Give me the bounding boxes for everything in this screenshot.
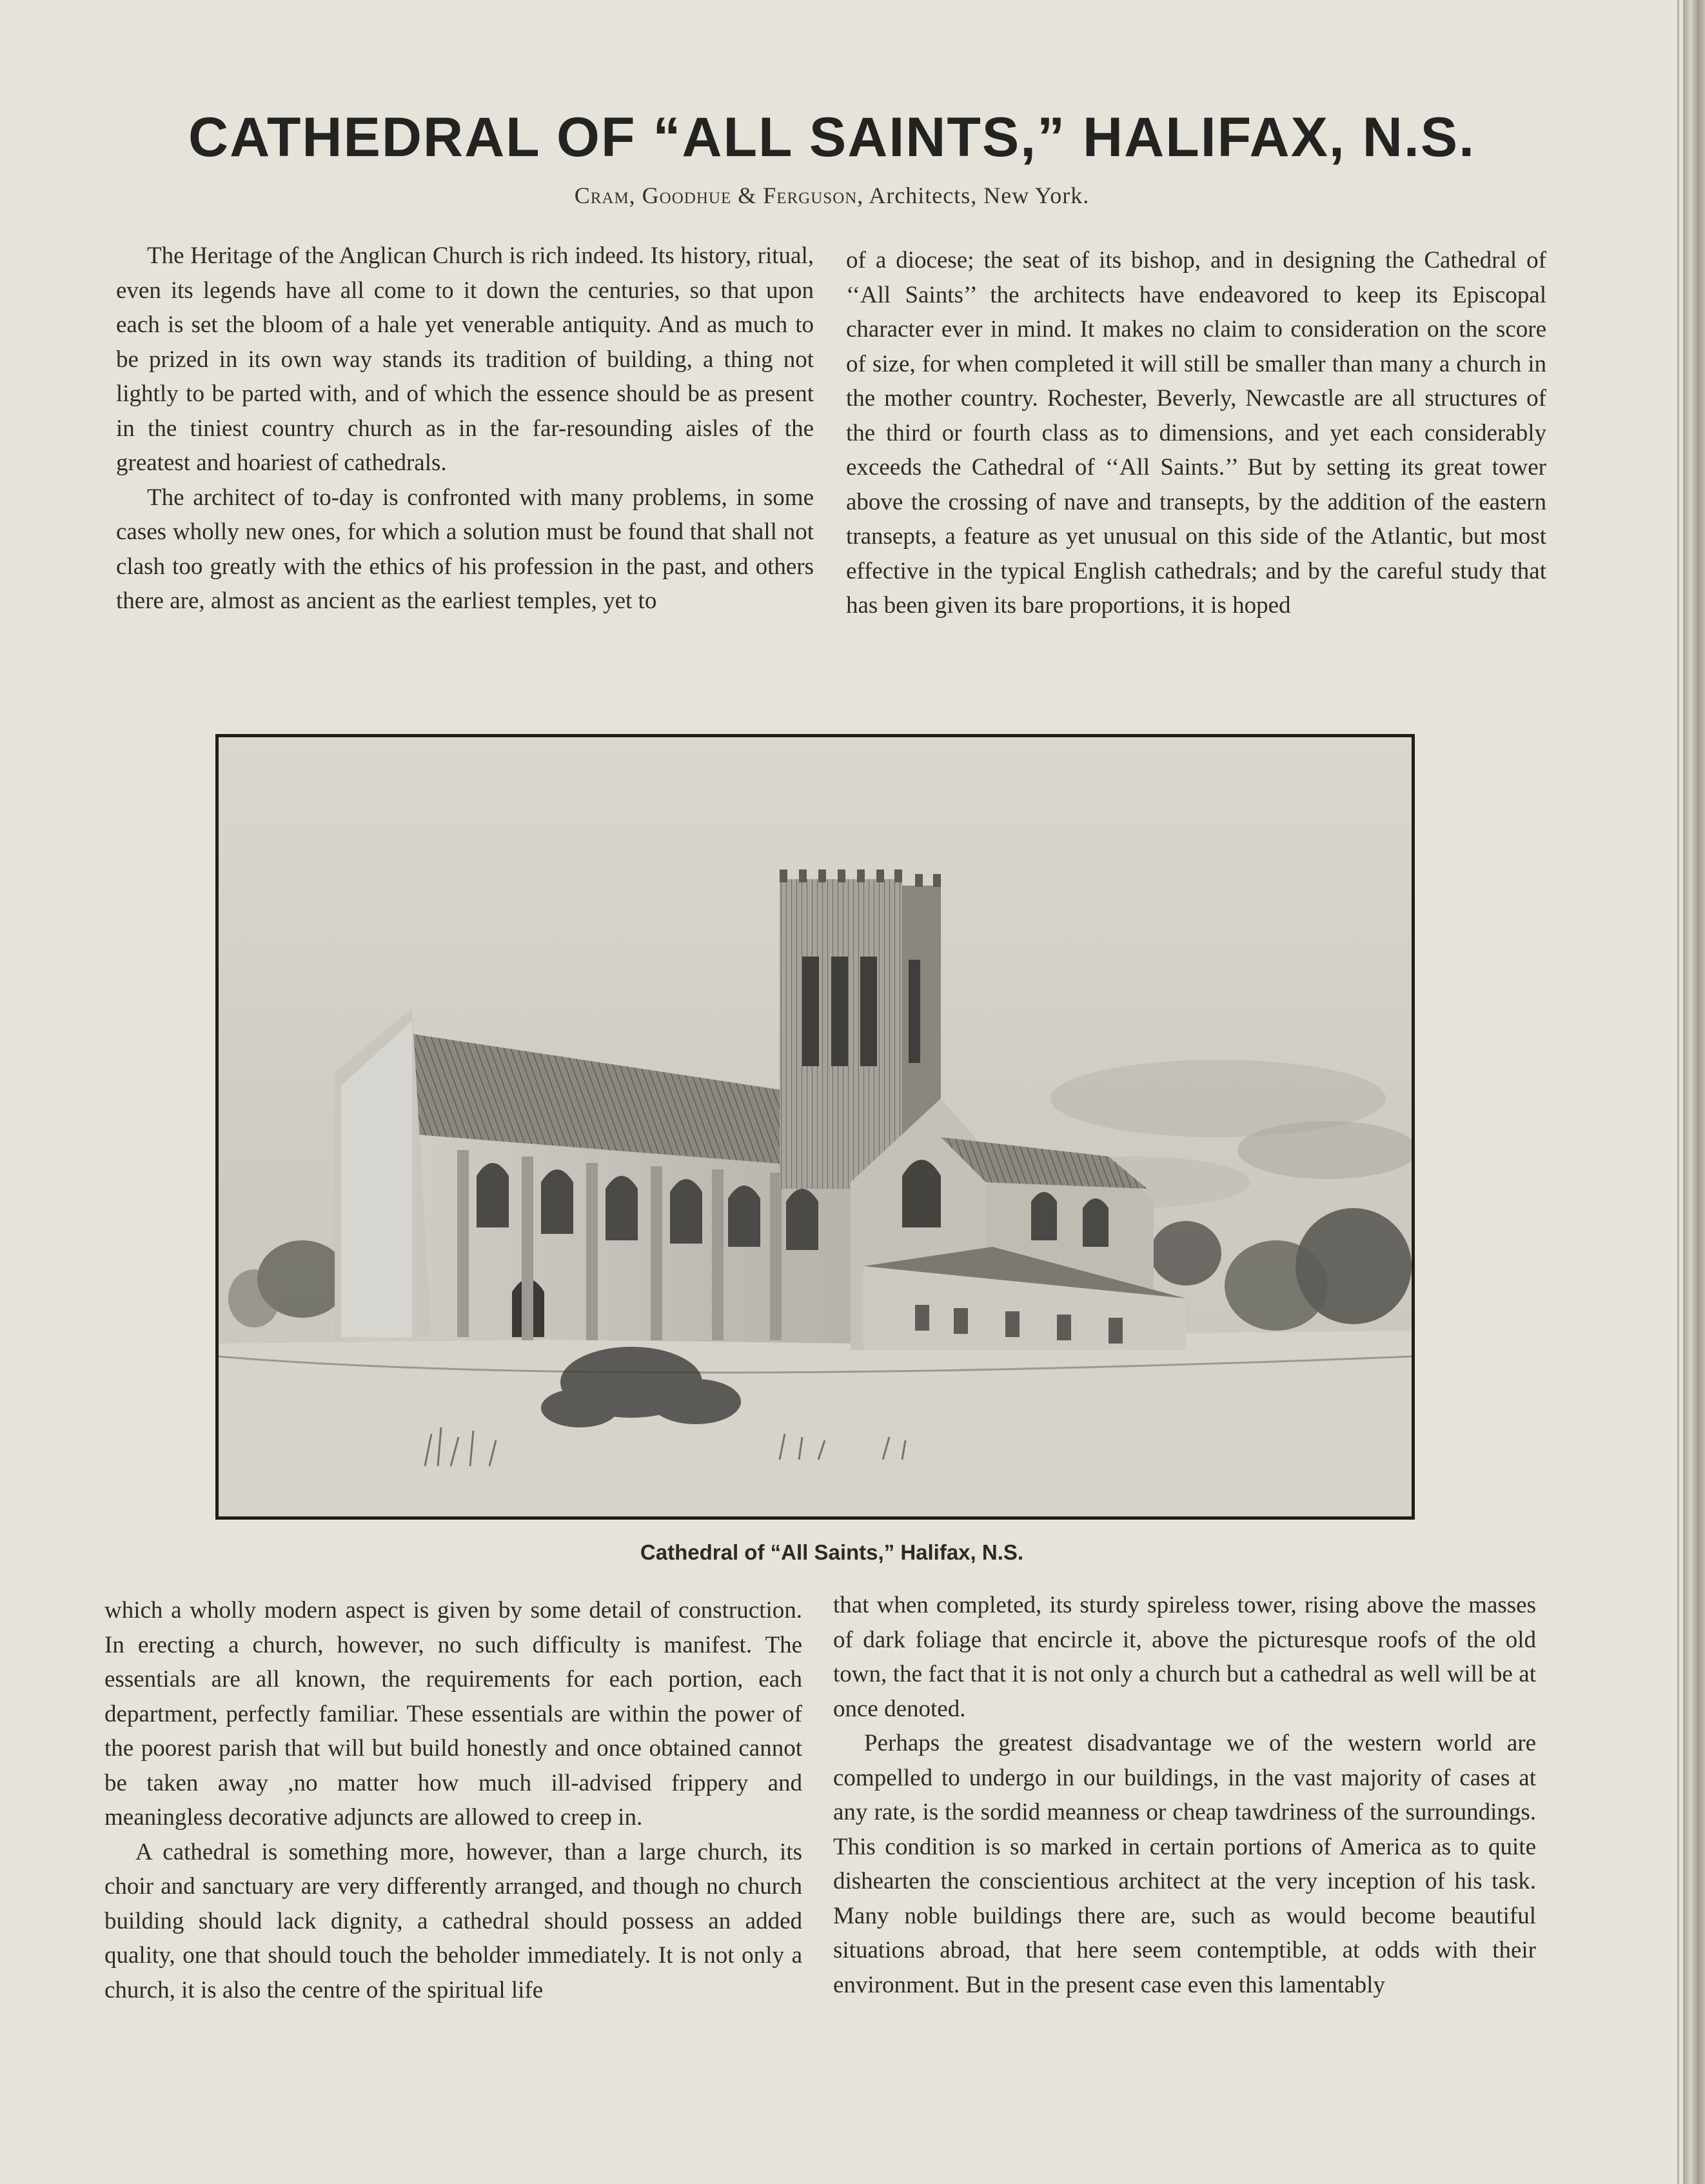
cathedral-illustration xyxy=(215,734,1415,1520)
page-edge xyxy=(1683,0,1705,2184)
article-title: CATHEDRAL OF “ALL SAINTS,” HALIFAX, N.S. xyxy=(188,106,1475,168)
paragraph: Perhaps the greatest disadvantage we of the western world are compelled to undergo in our buildings, in the vast majority of cases at any rate, is the sordid meanness or cheap tawdriness of the surroundings. This condition is so marked in certain portions of America as to quite dishearten the conscientious architect at the very inception of his task. Many noble buildings there are, such as would become beautiful situations abroad, that here seem contemptible, at odds with their environment. But in the present case even this lamentably xyxy=(833,1730,1536,1998)
column-top-left xyxy=(116,239,814,619)
figure-caption: Cathedral of “All Saints,” Halifax, N.S. xyxy=(640,1540,1024,1564)
paragraph: The architect of to-day is confronted with many problems, in some cases wholly new ones, for which a solution must be found that shall not clash too greatly with the ethics of his profession in the past, and others there are, almost as ancient as the earliest temples, yet to xyxy=(116,484,814,614)
cathedral-drawing xyxy=(219,737,1412,1516)
column-bottom-left xyxy=(104,1593,802,2007)
paragraph: A cathedral is something more, however, than a large church, its choir and sanctuary are very differently arranged, and though no church building should lack dignity, a cathedral should possess an added quality, one that should touch the beholder immediately. It is not only a church, it is also the centre of the spiritual life xyxy=(104,1838,802,2003)
paragraph: that when completed, its sturdy spireless tower, rising above the masses of dark foliage that encircle it, above the picturesque roofs of the old town, the fact that it is not only a church but a cathedral as well will be at once denoted. xyxy=(833,1592,1536,1722)
article-byline xyxy=(0,182,1664,209)
column-bottom-right xyxy=(833,1588,1536,2002)
paragraph: which a wholly modern aspect is given by some detail of construction. In erecting a church, however, no such difficulty is manifest. The essentials are all known, the requirements for each portion, each department, perfectly familiar. These essentials are within the power of the poorest parish that will but build honestly and once obtained cannot be taken away ,no matter how much ill-advised frippery and meaningless decorative adjuncts are allowed to creep in. xyxy=(104,1597,802,1831)
byline-firms: Cram, Goodhue & Ferguson, xyxy=(574,183,864,208)
paragraph: of a diocese; the seat of its bishop, and in designing the Cathedral of ‘‘All Saints’’ the architects have endeavored to keep its Episcopal character ever in mind. It makes no claim to consideration on the score of size, for when completed it will still be smaller than many a church in the mother country. Rochester, Beverly, Newcastle are all structures of the third or fourth class as to dimensions, and yet each considerably exceeds the Cathedral of ‘‘All Saints.’’ But by setting its great tower above the crossing of nave and transepts, by the addition of the eastern transepts, a feature as yet unusual on this side of the Atlantic, but most effective in the typical English cathedrals; and by the careful study that has been given its bare proportions, it is hoped xyxy=(846,247,1546,619)
column-top-right xyxy=(846,243,1546,623)
paragraph: The Heritage of the Anglican Church is rich indeed. Its history, ritual, even its legends have all come to it down the centuries, so that upon each is set the bloom of a hale yet venerable antiquity. And as much to be prized in its own way stands its tradition of building, a thing not lightly to be parted with, and of which the essence should be as present in the tiniest country church as in the far-resounding aisles of the greatest and hoariest of cathedrals. xyxy=(116,243,814,476)
byline-rest: Architects, New York. xyxy=(863,183,1090,208)
page-gutter-line xyxy=(1677,0,1679,2184)
